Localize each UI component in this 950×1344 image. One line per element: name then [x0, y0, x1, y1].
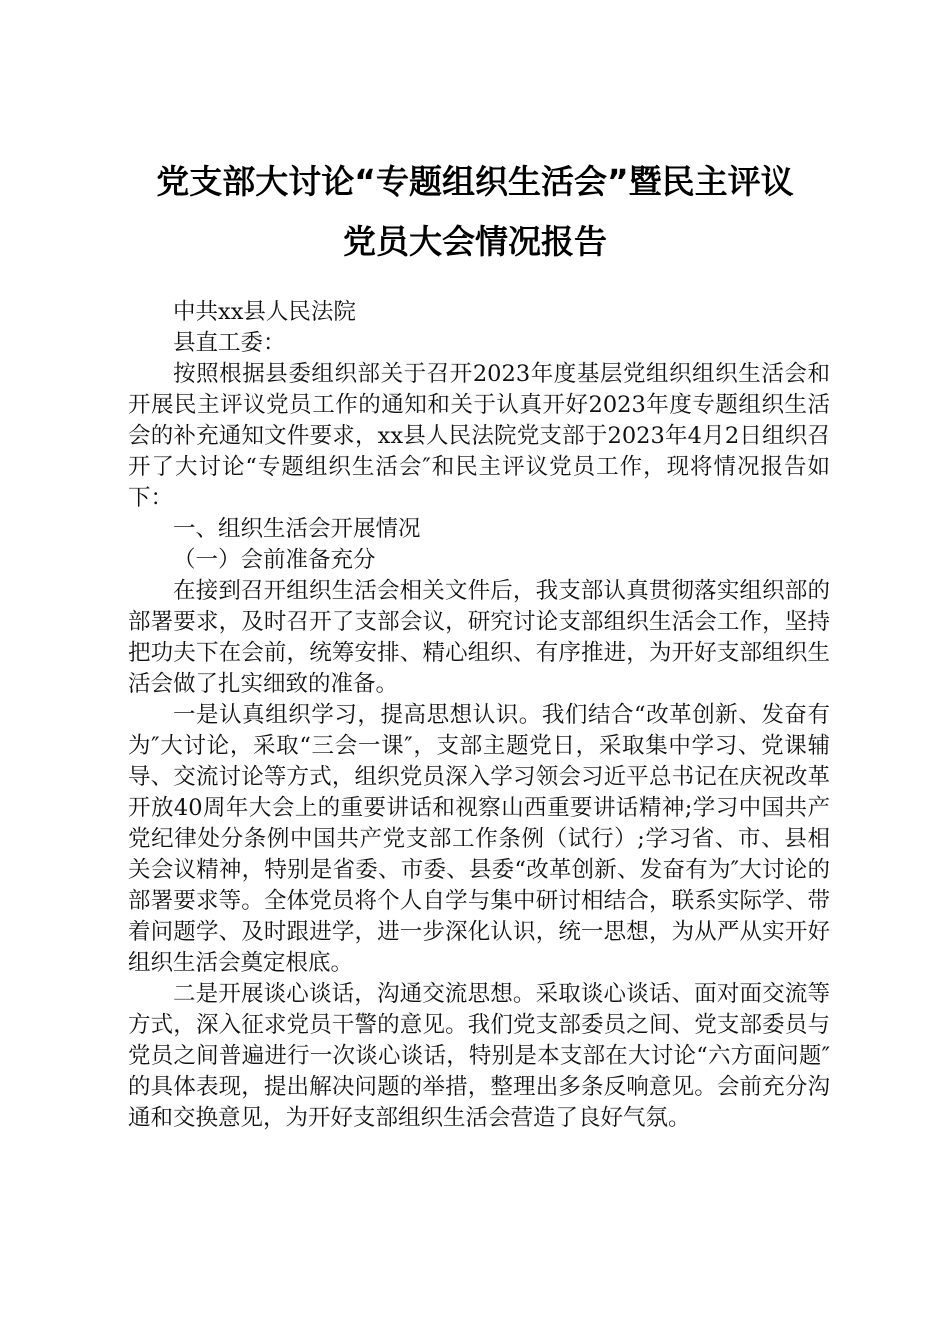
document-title-line-1: 党支部大讨论“专题组织生活会”暨民主评议: [156, 162, 794, 201]
document-body: [128, 297, 830, 1134]
issuer-line: 中共xx县人民法院: [173, 299, 356, 325]
section-heading: 一、组织生活会开展情况: [173, 516, 421, 542]
recipient-line: 县直工委：: [173, 330, 286, 356]
subsection-heading: （一）会前准备充分: [173, 547, 376, 573]
intro-paragraph: 按照根据县委组织部关于召开2023年度基层党组织组织生活会和开展民主评议党员工作的通知和关于认真开好2023年度专题组织生活会的补充通知文件要求，xx县人民法院党支部于2023年4月2日组织召开了大讨论“专题组织生活会″和民主评议党员工作，现将情况报告如下：: [128, 361, 830, 511]
body-paragraph: 在接到召开组织生活会相关文件后，我支部认真贯彻落实组织部的部署要求，及时召开了支部会议，研究讨论支部组织生活会工作，坚持把功夫下在会前，统筹安排、精心组织、有序推进，为开好支部组织生活会做了扎实细致的准备。: [128, 578, 830, 697]
document-title-line-2: 党员大会情况报告: [343, 222, 607, 261]
body-paragraph: 二是开展谈心谈话，沟通交流思想。采取谈心谈话、面对面交流等方式，深入征求党员干警的意见。我们党支部委员之间、党支部委员与党员之间普遍进行一次谈心谈话，特别是本支部在大讨论“六方面问题″的具体表现，提出解决问题的举措，整理出多条反响意见。会前充分沟通和交换意见，为开好支部组织生活会营造了良好气氛。: [128, 981, 830, 1131]
body-paragraph: 一是认真组织学习，提高思想认识。我们结合“改革创新、发奋有为″大讨论，采取“三会一课″，支部主题党日，采取集中学习、党课辅导、交流讨论等方式，组织党员深入学习领会习近平总书记在庆祝改革开放40周年大会上的重要讲话和视察山西重要讲话精神;学习中国共产党纪律处分条例中国共产党支部工作条例（试行）;学习省、市、县相关会议精神，特别是省委、市委、县委“改革创新、发奋有为″大讨论的部署要求等。全体党员将个人自学与集中研讨相结合，联系实际学、带着问题学、及时跟进学，进一步深化认识，统一思想，为从严从实开好组织生活会奠定根底。: [128, 702, 830, 976]
